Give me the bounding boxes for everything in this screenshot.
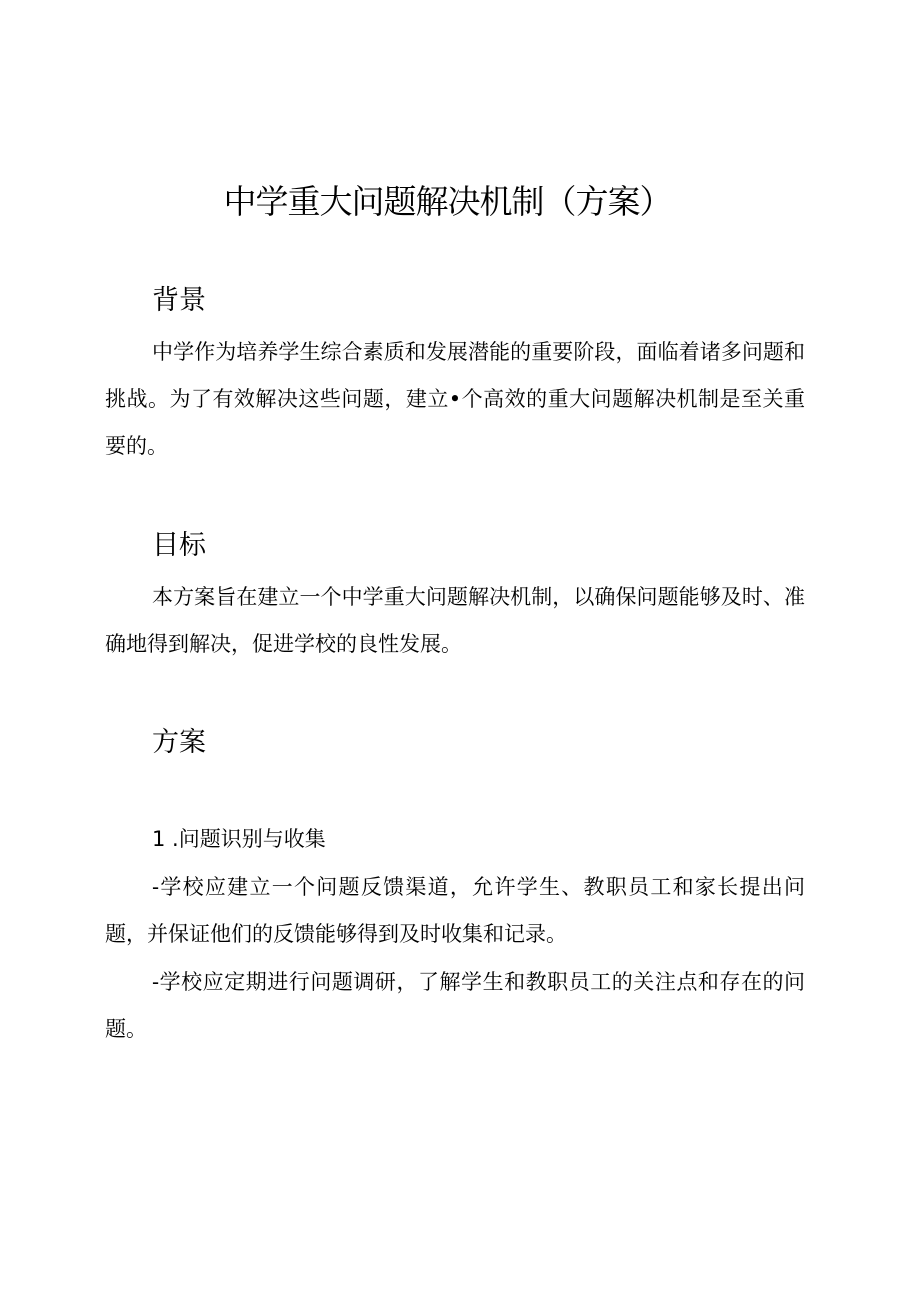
goal-paragraph: 本方案旨在建立一个中学重大问题解决机制，以确保问题能够及时、准确地得到解决，促进学校的良性发展。: [105, 585, 805, 656]
plan-item-point: -学校应定期进行问题调研，了解学生和教职员工的关注点和存在的问题。: [105, 970, 805, 1041]
plan-item-point: -学校应建立一个问题反馈渠道，允许学生、教职员工和家长提出问题，并保证他们的反馈能够得到及时收集和记录。: [105, 875, 805, 946]
plan-heading: 方案: [152, 727, 206, 758]
background-paragraph: 中学作为培养学生综合素质和发展潜能的重要阶段，面临着诸多问题和挑战。为了有效解决这些问题，建立•个高效的重大问题解决机制是至关重要的。: [105, 340, 805, 458]
document-title: 中学重大问题解决机制（方案）: [223, 182, 672, 221]
background-heading: 背景: [152, 285, 206, 316]
goal-heading: 目标: [152, 530, 206, 561]
plan-item-heading: 1 .问题识别与收集: [152, 827, 326, 851]
